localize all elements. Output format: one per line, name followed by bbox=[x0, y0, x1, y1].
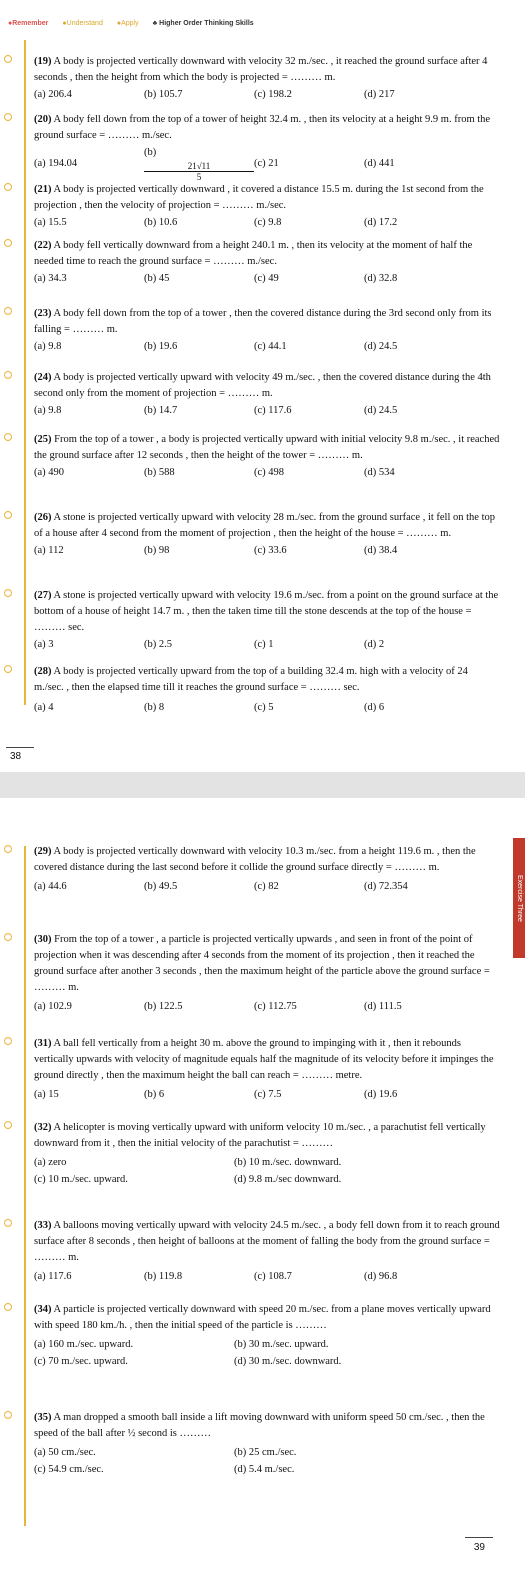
option-c[interactable]: (c) 7.5 bbox=[254, 1089, 282, 1100]
bullet-icon bbox=[4, 371, 12, 379]
option-d[interactable]: (d) 19.6 bbox=[364, 1089, 398, 1100]
option-b[interactable]: (b) 105.7 bbox=[144, 89, 183, 100]
option-c[interactable]: (c) 82 bbox=[254, 881, 279, 892]
option-d[interactable]: (d) 96.8 bbox=[364, 1271, 398, 1282]
page-39 bbox=[0, 798, 525, 1587]
page-number: 38 bbox=[10, 751, 22, 762]
option-d[interactable]: (d) 17.2 bbox=[364, 217, 398, 228]
bullet-icon bbox=[4, 1303, 12, 1311]
option-b[interactable]: (b) 8 bbox=[144, 702, 165, 713]
option-b[interactable]: (b) 25 cm./sec. bbox=[234, 1447, 297, 1458]
question-19: (19) A body is projected vertically downward with velocity 32 m./sec. , it reached the ground surface after 4 seconds , then the height from which the body is projected = ……… m. (a) 206.4 (b) 105.7 (c) 198.2 (d) 217 bbox=[20, 54, 500, 103]
option-d[interactable]: (d) 534 bbox=[364, 467, 395, 478]
option-c[interactable]: (c) 54.9 cm./sec. bbox=[34, 1464, 104, 1475]
option-b[interactable]: (b) 119.8 bbox=[144, 1271, 183, 1282]
option-d[interactable]: (d) 441 bbox=[364, 157, 395, 169]
option-d[interactable]: (d) 6 bbox=[364, 702, 385, 713]
option-d[interactable]: (d) 32.8 bbox=[364, 273, 398, 284]
question-22: (22) A body fell vertically downward from a height 240.1 m. , then its velocity at the moment of half the needed time to reach the ground surface = ……… m./sec. (a) 34.3 (b) 45 (c) 49 (d) 32.8 bbox=[20, 238, 500, 287]
option-a[interactable]: (a) 34.3 bbox=[34, 273, 67, 284]
option-b[interactable]: (b) $\frac{21√11}{5}$ bbox=[144, 145, 254, 182]
bullet-icon bbox=[4, 511, 12, 519]
question-35: (35) A man dropped a smooth ball inside a lift moving downward with uniform speed 50 cm./sec. , then the speed of the ball after ½ second is ……… (a) 50 cm./sec. (b) 25 cm./sec. (c) 54.9 cm./sec. (d) 5.4 m./sec. bbox=[20, 1410, 500, 1478]
option-b[interactable]: (b) 10.6 bbox=[144, 217, 178, 228]
option-b[interactable]: (b) 45 bbox=[144, 273, 170, 284]
legend-hots: ♣ Higher Order Thinking Skills bbox=[152, 20, 254, 27]
option-d[interactable]: (d) 24.5 bbox=[364, 405, 398, 416]
option-b[interactable]: (b) 10 m./sec. downward. bbox=[234, 1157, 342, 1168]
question-27: (27) A stone is projected vertically upward with velocity 19.6 m./sec. from a point on the ground surface at the bottom of a house of height 14.7 m. , then the taken time till the stone descends at the top of the house = ……… sec. (a) 3 (b) 2.5 (c) 1 (d) 2 bbox=[20, 588, 500, 653]
question-34: (34) A particle is projected vertically downward with speed 20 m./sec. from a plane moves vertically upward with speed 180 km./h. , then the initial speed of the particle is ……… (a) 160 m./sec. upward. (b) 30 m./sec. upward. (c) 70 m./sec. upward. (d) 30 m./sec. downward. bbox=[20, 1302, 500, 1370]
bullet-icon bbox=[4, 1121, 12, 1129]
question-28: (28) A body is projected vertically upward from the top of a building 32.4 m. high with a velocity of 24 m./sec. , then the elapsed time till it reaches the ground surface = ……… sec. (a) 4 (b) 8 (c) 5 (d) 6 bbox=[20, 664, 500, 716]
option-a[interactable]: (a) zero bbox=[34, 1157, 67, 1168]
option-d[interactable]: (d) 5.4 m./sec. bbox=[234, 1464, 295, 1475]
question-32: (32) A helicopter is moving vertically upward with uniform velocity 10 m./sec. , a parachutist fell vertically downward from it , then the initial velocity of the parachutist = ……… (a) zero (b) 10 m./sec. downward. (c) 10 m./sec. upward. (d) 9.8 m./sec downward. bbox=[20, 1120, 500, 1188]
option-a[interactable]: (a) 15 bbox=[34, 1089, 59, 1100]
page-number-rule bbox=[6, 747, 34, 748]
bullet-icon bbox=[4, 589, 12, 597]
question-26: (26) A stone is projected vertically upward with velocity 28 m./sec. from the ground surface , it fell on the top of a house after 4 second from the moment of projection , then the height of the house = ……… m. (a) 112 (b) 98 (c) 33.6 (d) 38.4 bbox=[20, 510, 500, 559]
bullet-icon bbox=[4, 1411, 12, 1419]
option-b[interactable]: (b) 588 bbox=[144, 467, 175, 478]
legend-apply: ●Apply bbox=[116, 20, 139, 27]
page-38 bbox=[0, 0, 525, 772]
bullet-icon bbox=[4, 1219, 12, 1227]
bullet-icon bbox=[4, 183, 12, 191]
option-d[interactable]: (d) 24.5 bbox=[364, 341, 398, 352]
bullet-icon bbox=[4, 307, 12, 315]
question-25: (25) From the top of a tower , a body is projected vertically upward with initial velocity 9.8 m./sec. , it reached the ground surface after 12 seconds , then the height of the tower = ……… m. (a) 490 (b) 588 (c) 498 (d) 534 bbox=[20, 432, 500, 481]
bullet-icon bbox=[4, 239, 12, 247]
option-c[interactable]: (c) 70 m./sec. upward. bbox=[34, 1356, 128, 1367]
option-c[interactable]: (c) 108.7 bbox=[254, 1271, 292, 1282]
option-c[interactable]: (c) 498 bbox=[254, 467, 285, 478]
option-c[interactable]: (c) 33.6 bbox=[254, 545, 287, 556]
option-d[interactable]: (d) 9.8 m./sec downward. bbox=[234, 1174, 342, 1185]
page-number: 39 bbox=[473, 1542, 485, 1553]
bullet-icon bbox=[4, 1037, 12, 1045]
option-b[interactable]: (b) 6 bbox=[144, 1089, 165, 1100]
option-c[interactable]: (c) 44.1 bbox=[254, 341, 287, 352]
option-d[interactable]: (d) 38.4 bbox=[364, 545, 398, 556]
option-d[interactable]: (d) 111.5 bbox=[364, 1001, 402, 1012]
option-a[interactable]: (a) 206.4 bbox=[34, 89, 72, 100]
option-a[interactable]: (a) 490 bbox=[34, 467, 65, 478]
option-b[interactable]: (b) 2.5 bbox=[144, 639, 172, 650]
option-a[interactable]: (a) 4 bbox=[34, 702, 54, 713]
option-b[interactable]: (b) 49.5 bbox=[144, 881, 178, 892]
legend-understand: ●Understand bbox=[62, 20, 103, 27]
option-d[interactable]: (d) 2 bbox=[364, 639, 385, 650]
option-d[interactable]: (d) 72.354 bbox=[364, 881, 408, 892]
option-b[interactable]: (b) 98 bbox=[144, 545, 170, 556]
option-d[interactable]: (d) 30 m./sec. downward. bbox=[234, 1356, 342, 1367]
exercise-tab: Exercise Three bbox=[513, 838, 525, 958]
option-a[interactable]: (a) 50 cm./sec. bbox=[34, 1447, 96, 1458]
option-a[interactable]: (a) 44.6 bbox=[34, 881, 67, 892]
option-a[interactable]: (a) 194.04 bbox=[34, 157, 78, 169]
option-a[interactable]: (a) 15.5 bbox=[34, 217, 67, 228]
option-a[interactable]: (a) 9.8 bbox=[34, 405, 62, 416]
question-21: (21) A body is projected vertically downward , it covered a distance 15.5 m. during the 1st second from the projection , then the velocity of projection = ……… m./sec. (a) 15.5 (b) 10.6 (c) 9.8 (d) 17.2 bbox=[20, 182, 500, 231]
bullet-icon bbox=[4, 113, 12, 121]
option-d[interactable]: (d) 217 bbox=[364, 89, 395, 100]
page-number-rule bbox=[465, 1537, 493, 1538]
option-c[interactable]: (c) 117.6 bbox=[254, 405, 292, 416]
bullet-icon bbox=[4, 55, 12, 63]
option-a[interactable]: (a) 3 bbox=[34, 639, 54, 650]
option-a[interactable]: (a) 112 bbox=[34, 545, 64, 556]
bullet-icon bbox=[4, 845, 12, 853]
option-c[interactable]: (c) 112.75 bbox=[254, 1001, 297, 1012]
option-c[interactable]: (c) 9.8 bbox=[254, 217, 282, 228]
option-a[interactable]: (a) 9.8 bbox=[34, 341, 62, 352]
option-b[interactable]: (b) 30 m./sec. upward. bbox=[234, 1339, 329, 1350]
question-30: (30) From the top of a tower , a particle is projected vertically upwards , and seen in front of the point of projection when it was descending after 4 seconds from the moment of its projection , then it reached the ground surface after another 3 seconds , then the maximum height of the particle above the ground surface = ……… m. (a) 102.9 (b) 122.5 (c) 112.75 (d) 111.5 bbox=[20, 932, 500, 1015]
option-c[interactable]: (c) 198.2 bbox=[254, 89, 292, 100]
question-20: (20) A body fell down from the top of a tower of height 32.4 m. , then its velocity at a height 9.9 m. from the ground surface = ……… m./sec. (a) 194.04 (b) $\frac{21√11}{5}$ (c) 21 (d) 441 bbox=[20, 112, 500, 182]
legend-remember: ●Remember bbox=[8, 20, 49, 27]
question-29: (29) A body is projected vertically downward with velocity 10.3 m./sec. from a height 119.6 m. , then the covered distance during the last second before it collide the ground surface directly = ……… m. (a) 44.6 (b) 49.5 (c) 82 (d) 72.354 bbox=[20, 844, 500, 895]
bullet-icon bbox=[4, 665, 12, 673]
option-c[interactable]: (c) 49 bbox=[254, 273, 279, 284]
option-c[interactable]: (c) 1 bbox=[254, 639, 274, 650]
option-a[interactable]: (a) 117.6 bbox=[34, 1271, 72, 1282]
bullet-icon bbox=[4, 433, 12, 441]
question-31: (31) A ball fell vertically from a height 30 m. above the ground to impinging with it , then it rebounds vertically upwards with velocity of magnitude equals half the magnitude of its velocity before it impinges the ground directly , then the maximum height the ball can reach = ……… metre. (a) 15 (b) 6 (c) 7.5 (d) 19.6 bbox=[20, 1036, 500, 1103]
option-a[interactable]: (a) 160 m./sec. upward. bbox=[34, 1339, 134, 1350]
bullet-icon bbox=[4, 933, 12, 941]
option-b[interactable]: (b) 14.7 bbox=[144, 405, 178, 416]
question-24: (24) A body is projected vertically upward with velocity 49 m./sec. , then the covered distance during the 4th second only from the moment of projection = ……… m. (a) 9.8 (b) 14.7 (c) 117.6 (d) 24.5 bbox=[20, 370, 500, 419]
skills-legend bbox=[8, 20, 254, 27]
question-33: (33) A balloons moving vertically upward with velocity 24.5 m./sec. , a body fell down from it to reach ground surface after 8 seconds , then height of balloons at the moment of falling the body from the ground surface = ……… m. (a) 117.6 (b) 119.8 (c) 108.7 (d) 96.8 bbox=[20, 1218, 500, 1285]
option-b[interactable]: (b) 19.6 bbox=[144, 341, 178, 352]
option-c[interactable]: (c) 5 bbox=[254, 702, 274, 713]
option-c[interactable]: (c) 10 m./sec. upward. bbox=[34, 1174, 128, 1185]
option-b[interactable]: (b) 122.5 bbox=[144, 1001, 183, 1012]
question-23: (23) A body fell down from the top of a tower , then the covered distance during the 3rd second only from its falling = ……… m. (a) 9.8 (b) 19.6 (c) 44.1 (d) 24.5 bbox=[20, 306, 500, 355]
option-c[interactable]: (c) 21 bbox=[254, 157, 279, 169]
option-a[interactable]: (a) 102.9 bbox=[34, 1001, 72, 1012]
